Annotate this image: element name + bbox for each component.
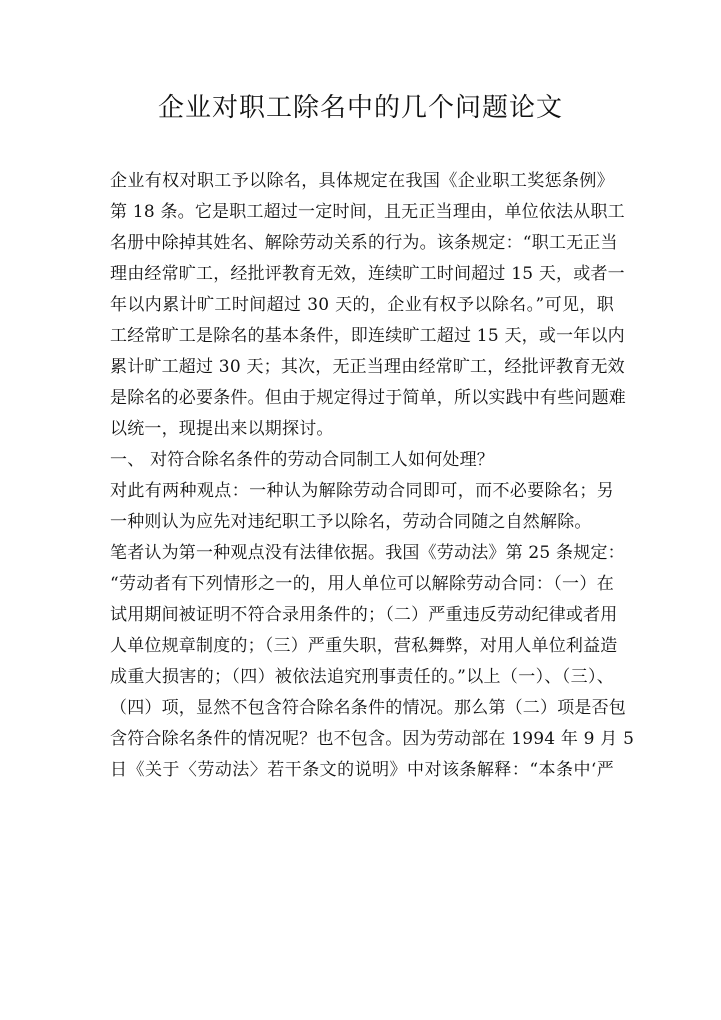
paragraph-line: 人单位规章制度的；（三）严重失职，营私舞弊，对用人单位利益造 xyxy=(110,636,618,656)
paragraph-line: 年以内累计旷工时间超过 30 天的，企业有权予以除名。”可见，职 xyxy=(110,295,614,315)
paragraph-line: 企业有权对职工予以除名，具体规定在我国《企业职工奖惩条例》 xyxy=(110,171,614,191)
paragraph-line: （四）项，显然不包含符合除名条件的情况。那么第（二）项是否包 xyxy=(110,698,626,718)
document-body xyxy=(110,166,635,786)
paragraph-line: 笔者认为第一种观点没有法律依据。我国《劳动法》第 25 条规定： xyxy=(110,543,625,563)
section-heading: 一、 对符合除名条件的劳动合同制工人如何处理？ xyxy=(110,450,495,470)
paragraph-line: 第 18 条。它是职工超过一定时间，且无正当理由，单位依法从职工 xyxy=(110,202,625,222)
paragraph-line: 成重大损害的；（四）被依法追究刑事责任的。”以上（一）、（三）、 xyxy=(110,667,614,687)
paragraph-line: 是除名的必要条件。但由于规定得过于简单，所以实践中有些问题难 xyxy=(110,388,626,408)
paragraph-line: “劳动者有下列情形之一的，用人单位可以解除劳动合同：（一）在 xyxy=(110,574,614,594)
paragraph-line: 理由经常旷工，经批评教育无效，连续旷工时间超过 15 天，或者一 xyxy=(110,264,625,284)
paragraph-line: 对此有两种观点：一种认为解除劳动合同即可，而不必要除名；另 xyxy=(110,481,614,501)
paragraph-line: 工经常旷工是除名的基本条件，即连续旷工超过 15 天，或一年以内 xyxy=(110,326,625,346)
paragraph-line: 以统一，现提出来以期探讨。 xyxy=(110,419,334,439)
document-title: 企业对职工除名中的几个问题论文 xyxy=(157,93,563,123)
paragraph-line: 试用期间被证明不符合录用条件的；（二）严重违反劳动纪律或者用 xyxy=(110,605,618,625)
paragraph-line: 日《关于〈劳动法〉若干条文的说明》中对该条解释：“本条中‘严 xyxy=(110,760,614,780)
paragraph-line: 含符合除名条件的情况呢？也不包含。因为劳动部在 1994 年 9 月 5 xyxy=(110,729,635,749)
paragraph-line: 名册中除掉其姓名、解除劳动关系的行为。该条规定：“职工无正当 xyxy=(110,233,618,253)
paragraph-line: 一种则认为应先对违纪职工予以除名，劳动合同随之自然解除。 xyxy=(110,512,592,532)
paragraph-line: 累计旷工超过 30 天；其次，无正当理由经常旷工，经批评教育无效 xyxy=(110,357,625,377)
